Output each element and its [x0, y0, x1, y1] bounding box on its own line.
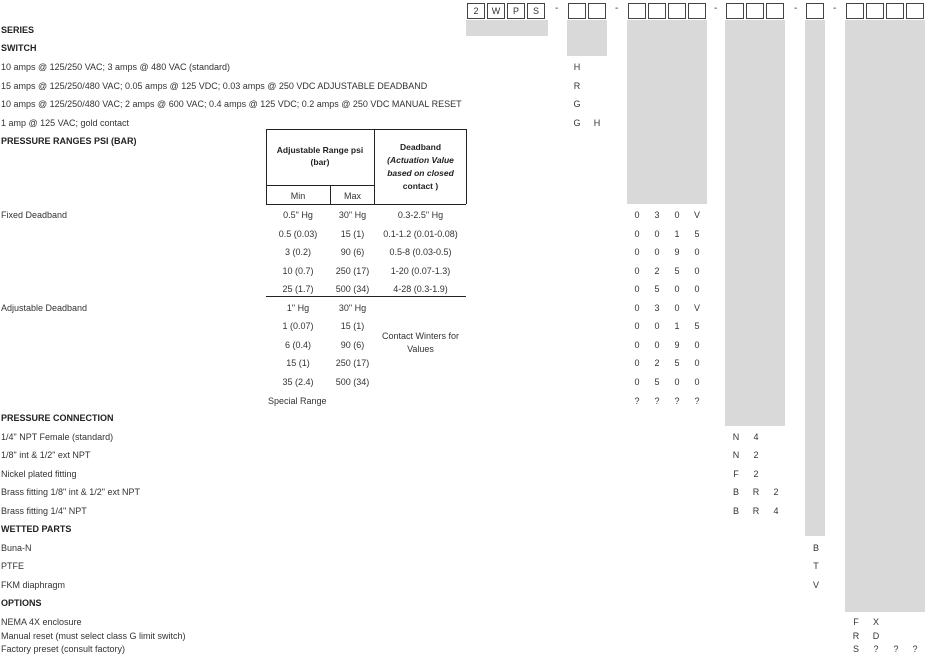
range-code: 2	[654, 266, 660, 276]
switch-code: G	[573, 118, 581, 128]
range-code: ?	[654, 396, 660, 406]
range-code: 0	[634, 266, 640, 276]
range-code: 5	[654, 377, 660, 387]
code-box-range-1	[628, 3, 646, 19]
range-code: 9	[674, 340, 680, 350]
range-code: 0	[694, 247, 700, 257]
option-code: ?	[893, 644, 899, 654]
range-code: 0	[694, 358, 700, 368]
range-column-bg	[627, 20, 707, 204]
connection-code: B	[732, 487, 739, 497]
series-column-bg	[466, 20, 548, 36]
range-code: 0	[694, 377, 700, 387]
option-code: S	[852, 644, 859, 654]
range-max: 15 (1)	[340, 321, 365, 331]
switch-column-bg	[567, 20, 607, 56]
contact-winters-note: Contact Winters for	[381, 331, 460, 341]
header-deadband-note: (Actuation Value	[387, 155, 454, 165]
range-code: 0	[654, 247, 660, 257]
option-code: R	[852, 631, 860, 641]
code-dash: -	[555, 3, 559, 14]
code-box-connection-1	[726, 3, 744, 19]
table-separator	[266, 296, 466, 297]
table-border	[266, 129, 466, 130]
section-series: SERIES	[1, 25, 35, 35]
connection-code: F	[733, 469, 739, 479]
range-deadband: 0.3-2.5" Hg	[397, 210, 444, 220]
range-code: 9	[674, 247, 680, 257]
range-code: 0	[674, 303, 680, 313]
wetted-code: B	[812, 543, 819, 553]
range-min: 35 (2.4)	[282, 377, 314, 387]
range-deadband: 0.1-1.2 (0.01-0.08)	[383, 229, 458, 239]
range-code: 0	[694, 340, 700, 350]
range-min: 1 (0.07)	[282, 321, 314, 331]
table-border	[266, 204, 466, 205]
connection-code: 4	[773, 506, 779, 516]
switch-label: 10 amps @ 125/250 VAC; 3 amps @ 480 VAC (standard)	[1, 62, 231, 72]
code-dash: -	[794, 3, 798, 14]
range-code: 5	[654, 284, 660, 294]
code-box-switch-2	[588, 3, 606, 19]
connection-label: Brass fitting 1/8" int & 1/2" ext NPT	[1, 487, 140, 497]
range-max: 90 (6)	[340, 247, 365, 257]
range-code: 0	[634, 321, 640, 331]
code-box-connection-3	[766, 3, 784, 19]
contact-winters-note: Values	[407, 344, 434, 354]
code-box-series-1: 2	[467, 3, 485, 19]
range-code: 0	[694, 284, 700, 294]
option-label: NEMA 4X enclosure	[1, 617, 82, 627]
range-code: 0	[674, 284, 680, 294]
switch-code: H	[593, 118, 601, 128]
option-code: ?	[873, 644, 879, 654]
range-max: 250 (17)	[335, 266, 370, 276]
connection-column-bg	[725, 20, 785, 426]
range-max: 250 (17)	[335, 358, 370, 368]
code-box-option-2	[866, 3, 884, 19]
section-options: OPTIONS	[1, 598, 42, 608]
adjustable-deadband-label: Adjustable Deadband	[1, 303, 88, 313]
wetted-column-bg	[805, 20, 825, 536]
table-border	[466, 129, 467, 204]
connection-code: B	[732, 506, 739, 516]
range-code: 3	[654, 303, 660, 313]
range-code: 5	[674, 358, 680, 368]
range-max: 500 (34)	[335, 377, 370, 387]
range-code: V	[693, 303, 700, 313]
range-code: 0	[634, 358, 640, 368]
connection-label: 1/4" NPT Female (standard)	[1, 432, 114, 442]
switch-label: 1 amp @ 125 VAC; gold contact	[1, 118, 130, 128]
range-code: ?	[694, 396, 700, 406]
range-code: 0	[634, 340, 640, 350]
code-dash: -	[615, 3, 619, 14]
range-code: 0	[634, 229, 640, 239]
range-code: 0	[674, 210, 680, 220]
range-min: 10 (0.7)	[282, 266, 314, 276]
range-max: 30" Hg	[338, 210, 367, 220]
range-code: 0	[634, 210, 640, 220]
connection-code: R	[752, 506, 760, 516]
wetted-label: FKM diaphragm	[1, 580, 66, 590]
range-code: 0	[634, 377, 640, 387]
section-pressure-connection: PRESSURE CONNECTION	[1, 413, 114, 423]
range-code: 0	[674, 377, 680, 387]
range-code: 5	[694, 229, 700, 239]
connection-code: 2	[753, 469, 759, 479]
code-box-wetted-1	[806, 3, 824, 19]
range-code: 0	[634, 303, 640, 313]
range-code: 0	[654, 340, 660, 350]
section-switch: SWITCH	[1, 43, 37, 53]
option-label: Manual reset (must select class G limit switch)	[1, 631, 186, 641]
header-deadband: Deadband	[399, 142, 442, 152]
switch-code: R	[573, 81, 581, 91]
code-box-range-3	[668, 3, 686, 19]
connection-code: 4	[753, 432, 759, 442]
connection-code: 2	[773, 487, 779, 497]
header-adjustable-range: Adjustable Range psi (bar)	[276, 145, 364, 167]
code-box-connection-2	[746, 3, 764, 19]
code-box-series-3: P	[507, 3, 525, 19]
range-code: 0	[694, 266, 700, 276]
range-min: 6 (0.4)	[284, 340, 311, 350]
range-max: 15 (1)	[340, 229, 365, 239]
option-code: X	[872, 617, 879, 627]
section-wetted-parts: WETTED PARTS	[1, 524, 72, 534]
wetted-label: Buna-N	[1, 543, 32, 553]
connection-label: Brass fitting 1/4" NPT	[1, 506, 87, 516]
range-min: 0.5 (0.03)	[278, 229, 318, 239]
range-min: 15 (1)	[286, 358, 310, 368]
range-code: 0	[654, 321, 660, 331]
range-code: V	[693, 210, 700, 220]
wetted-label: PTFE	[1, 561, 25, 571]
option-code: D	[872, 631, 880, 641]
header-deadband-note: based on closed	[387, 168, 454, 178]
option-code: ?	[912, 644, 918, 654]
code-box-series-2: W	[487, 3, 505, 19]
range-max: 500 (34)	[335, 284, 370, 294]
special-range-label: Special Range	[268, 396, 327, 406]
range-min: 1" Hg	[286, 303, 310, 313]
connection-code: R	[752, 487, 760, 497]
switch-code: G	[573, 99, 581, 109]
connection-code: 2	[753, 450, 759, 460]
code-box-option-4	[906, 3, 924, 19]
code-box-option-1	[846, 3, 864, 19]
header-min: Min	[290, 191, 306, 201]
fixed-deadband-label: Fixed Deadband	[1, 210, 68, 220]
wetted-code: T	[813, 561, 819, 571]
range-min: 0.5" Hg	[283, 210, 313, 220]
connection-code: N	[732, 450, 740, 460]
range-code: 3	[654, 210, 660, 220]
switch-label: 10 amps @ 125/250/480 VAC; 2 amps @ 600 VAC; 0.4 amps @ 125 VDC; 0.2 amps @ 250 VDC MANUAL RESET	[1, 99, 462, 109]
range-code: 0	[634, 247, 640, 257]
range-code: 5	[674, 266, 680, 276]
range-code: ?	[634, 396, 640, 406]
range-max: 90 (6)	[340, 340, 365, 350]
option-label: Factory preset (consult factory)	[1, 644, 126, 654]
range-deadband: 4-28 (0.3-1.9)	[393, 284, 448, 294]
range-deadband: 1-20 (0.07-1.3)	[390, 266, 451, 276]
switch-code: H	[573, 62, 581, 72]
table-border	[266, 185, 374, 186]
range-deadband: 0.5-8 (0.03-0.5)	[389, 247, 452, 257]
switch-label: 15 amps @ 125/250/480 VAC; 0.05 amps @ 125 VDC; 0.03 amps @ 250 VDC ADJUSTABLE DEADBAND	[1, 81, 428, 91]
range-code: 1	[674, 229, 680, 239]
options-column-bg	[845, 20, 925, 612]
code-dash: -	[714, 3, 718, 14]
range-min: 25 (1.7)	[282, 284, 314, 294]
range-code: 0	[654, 229, 660, 239]
header-max: Max	[343, 191, 361, 201]
code-dash: -	[833, 3, 837, 14]
range-min: 3 (0.2)	[284, 247, 311, 257]
connection-label: 1/8" int & 1/2" ext NPT	[1, 450, 91, 460]
connection-code: N	[732, 432, 740, 442]
code-box-option-3	[886, 3, 904, 19]
range-code: ?	[674, 396, 680, 406]
range-code: 2	[654, 358, 660, 368]
range-code: 5	[694, 321, 700, 331]
code-box-switch-1	[568, 3, 586, 19]
section-pressure-ranges: PRESSURE RANGES PSI (BAR)	[1, 136, 137, 146]
range-max: 30" Hg	[338, 303, 367, 313]
code-box-range-4	[688, 3, 706, 19]
range-code: 1	[674, 321, 680, 331]
connection-label: Nickel plated fitting	[1, 469, 77, 479]
header-deadband-note: contact )	[402, 181, 439, 191]
option-code: F	[853, 617, 859, 627]
wetted-code: V	[812, 580, 819, 590]
code-box-range-2	[648, 3, 666, 19]
code-box-series-4: S	[527, 3, 545, 19]
range-code: 0	[634, 284, 640, 294]
